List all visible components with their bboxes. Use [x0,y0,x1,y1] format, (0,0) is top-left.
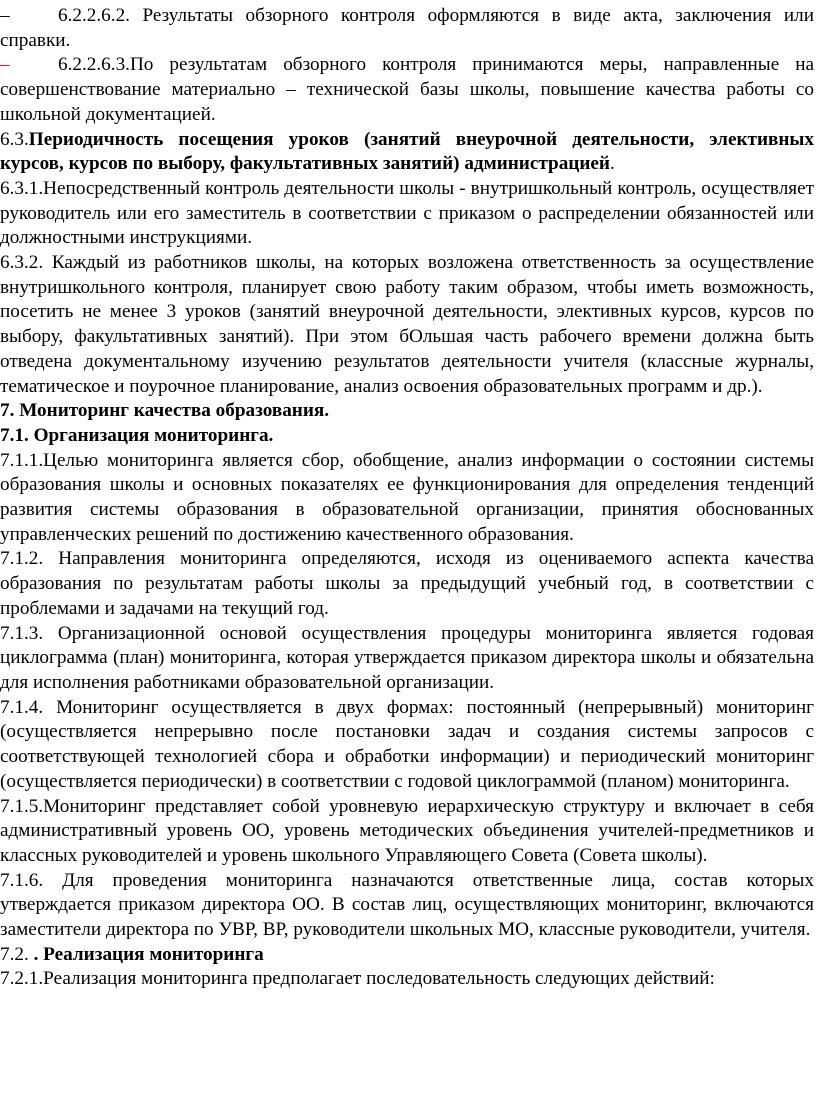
section-title: . Реализация мониторинга [33,943,264,965]
paragraph-7-1-1: 7.1.1.Целью мониторинга является сбор, обобщение, анализ информации о состоянии системы образования школы и основных показателях ее функционирования для определения тенденций развития системы образования в образовательной организации, принятия обоснованных управленческих решений по достижению качественного образования. [0,449,814,545]
paragraph-6-2-2-6-2 [0,4,814,53]
paragraph-7-1-3: 7.1.3. Организационной основой осуществления процедуры мониторинга является годовая циклограмма (план) мониторинга, которая утверждается приказом директора школы и обязательна для исполнения работниками образовательной организации. [0,622,814,693]
item-number: 6.2.2.6.3. [58,54,130,76]
paragraph-6-2-2-6-3 [0,53,814,127]
paragraph-7-2-1: 7.2.1.Реализация мониторинга предполагает последовательность следующих действий: [0,968,715,990]
paragraph-6-3-2: 6.3.2. Каждый из работников школы, на которых возложена ответственность за осуществление внутришкольного контроля, планирует свою работу таким образом, чтобы иметь возможность, посетить не менее 3 уроков (занятий внеурочной деятельности, элективных курсов, курсов по выбору, факультативных занятий). При этом бОльшая часть рабочего времени должна быть отведена документальному изучению результатов деятельности учителя (классные журналы, тематическое и поурочное планирование, анализ освоения образовательных программ и др.). [0,252,814,397]
item-number: 7.2. [0,943,29,965]
paragraph-7-1-5: 7.1.5.Мониторинг представляет собой уровневую иерархическую структуру и включает в себя административный уровень ОО, уровень методических объединения учителей-предметников и классных руководителей и уровень школьного Управляющего Совета (Совета школы). [0,795,814,866]
paragraph-7-1-4: 7.1.4. Мониторинг осуществляется в двух формах: постоянный (непрерывный) мониторинг (осуществляется непрерывно после постановки задач и создания системы запросов с соответствующей технологией сбора и обработки информации) и периодический мониторинг (осуществляется периодически) в соответствии с годовой циклограммой (планом) мониторинга. [0,696,814,792]
paragraph-7-1-6: 7.1.6. Для проведения мониторинга назначаются ответственные лица, состав которых утверждается приказом директора ОО. В состав лиц, осуществляющих мониторинг, включаются заместители директора по УВР, ВР, руководители школьных МО, классные руководители, учителя. [0,869,814,941]
paragraph-6-3-1: 6.3.1.Непосредственный контроль деятельности школы - внутришкольный контроль, осуществляет руководитель или его заместитель в соответствии с приказом о распределении обязанностей или должностными инструкциями. [0,177,814,249]
item-number: 6.2.2.6.2 [58,5,126,26]
paragraph-7-1-2: 7.1.2. Направления мониторинга определяются, исходя из оцениваемого аспекта качества образования по результатам работы школы за предыдущий учебный год, в соответствии с проблемами и задачами на текущий год. [0,548,814,619]
item-text: По результатам обзорного контроля принимаются меры, направленные на совершенствование материально – технической базы школы, повышение качества работы со школьной документацией. [0,54,814,125]
item-number: 6.3. [0,128,29,150]
dash-bullet: – [0,5,10,26]
section-7-1-heading: 7.1. Организация мониторинга. [0,424,274,446]
dash-bullet: – [0,54,10,76]
section-7-heading: 7. Мониторинг качества образования. [0,400,330,422]
section-7-2-heading [0,943,814,968]
item-text: . Результаты обзорного контроля оформляются в виде акта, заключения или справки. [0,5,814,51]
section-title-tail: . [609,153,615,175]
section-title: Периодичность посещения уроков (занятий внеурочной деятельности, элективных курсов, курсов по выбору, факультативных занятий) администрацией [0,128,814,175]
section-6-3-heading [0,128,814,177]
